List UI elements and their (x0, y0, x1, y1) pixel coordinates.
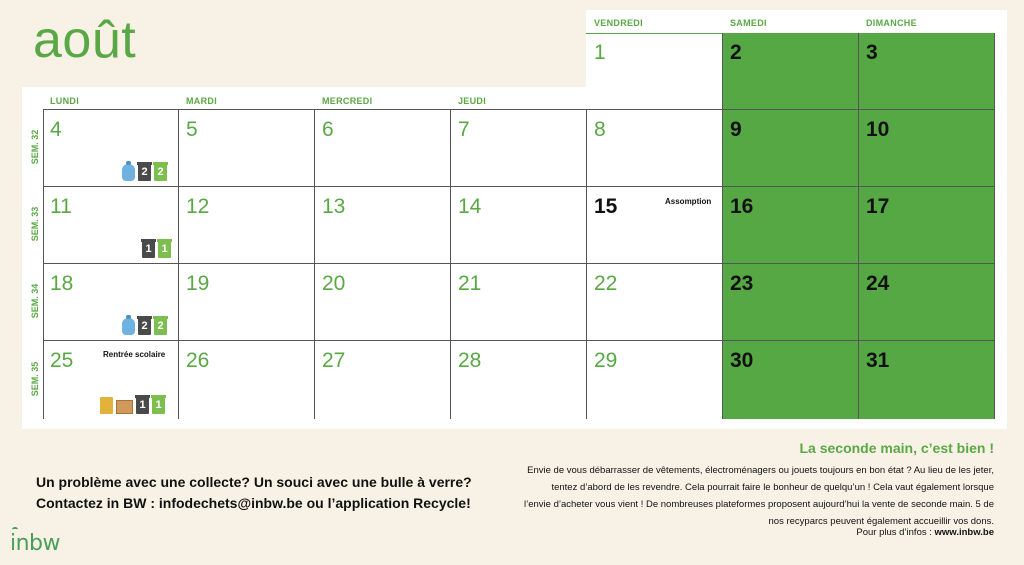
grey-bin-icon: 2 (138, 164, 151, 181)
website-link[interactable]: www.inbw.be (934, 527, 994, 538)
day-number: 13 (322, 195, 346, 218)
day-number: 12 (186, 195, 210, 218)
blue-bag-icon (122, 164, 135, 181)
dayname-thu: JEUDI (458, 96, 487, 106)
day-number: 26 (186, 349, 210, 372)
day-number: 3 (866, 41, 878, 64)
dayname-sat: SAMEDI (730, 18, 767, 28)
more-info-label: Pour plus d’infos : (856, 527, 932, 538)
day-number-holiday: 15 (594, 195, 618, 218)
green-bin-icon: 2 (154, 318, 167, 335)
second-hand-title: La seconde main, c’est bien ! (799, 440, 994, 456)
grid-line (586, 33, 994, 34)
dayname-sun: DIMANCHE (866, 18, 917, 28)
week-label: SEM. 35 (30, 361, 40, 397)
green-bin-icon: 2 (154, 164, 167, 181)
grid-line (450, 109, 451, 419)
second-hand-text: Envie de vous débarrasser de vêtements, électroménagers ou jouets toujours en bon état ? Au lieu de les jeter, tentez d’abord de les revendre. Cela pourrait faire le bonheur de quelqu’un ! Cela vaut également lorsque l’envie d’acheter vous vient ! De nombreuses plateformes proposent aujourd’hui la vente de seconde main. 5 de nos recyparcs peuvent également accueillir vos dons. (524, 465, 995, 527)
grid-line (43, 263, 994, 264)
day-number: 4 (50, 118, 62, 141)
notice-line-2: Contactez in BW : infodechets@inbw.be ou l’application Recycle! (36, 495, 471, 511)
more-info (856, 527, 994, 538)
inbw-logo: inbw (10, 531, 61, 556)
collection-problem-notice (36, 472, 472, 514)
event-assumption: Assomption (665, 197, 712, 206)
dayname-tue: MARDI (186, 96, 217, 106)
grid-line (178, 109, 179, 419)
month-title: août (33, 11, 137, 69)
grid-line (858, 33, 859, 419)
day-number: 6 (322, 118, 334, 141)
day-number: 9 (730, 118, 742, 141)
day-number: 16 (730, 195, 754, 218)
day-number: 17 (866, 195, 890, 218)
day-number: 2 (730, 41, 742, 64)
day-number: 23 (730, 272, 754, 295)
grid-line (43, 186, 994, 187)
day-number: 29 (594, 349, 618, 372)
day-number: 11 (50, 195, 72, 218)
grey-bin-icon: 1 (142, 241, 155, 258)
day-number: 19 (186, 272, 210, 295)
day-number: 5 (186, 118, 198, 141)
grid-line (994, 33, 995, 419)
week-label: SEM. 32 (30, 129, 40, 165)
event-back-to-school: Rentrée scolaire (103, 350, 166, 359)
cardboard-box-icon (116, 400, 133, 414)
collection-icons-w34 (122, 318, 167, 335)
day-number: 20 (322, 272, 346, 295)
collection-icons-w35 (100, 397, 165, 414)
day-number: 8 (594, 118, 606, 141)
dayname-wed: MERCREDI (322, 96, 373, 106)
day-number: 24 (866, 272, 890, 295)
day-number: 1 (594, 41, 606, 64)
collection-icons-w32 (122, 164, 167, 181)
green-bin-icon: 1 (152, 397, 165, 414)
grey-bin-icon: 1 (136, 397, 149, 414)
grid-line (43, 109, 44, 419)
week-label: SEM. 33 (30, 206, 40, 242)
day-number: 7 (458, 118, 470, 141)
day-number: 25 (50, 349, 74, 372)
dayname-fri: VENDREDI (594, 18, 643, 28)
grid-line (43, 340, 994, 341)
yellow-bin-icon (100, 397, 113, 414)
grid-line (722, 33, 723, 419)
green-bin-icon: 1 (158, 241, 171, 258)
day-number: 18 (50, 272, 74, 295)
day-number: 27 (322, 349, 346, 372)
notice-line-1: Un problème avec une collecte? Un souci avec une bulle à verre? (36, 474, 472, 490)
dayname-mon: LUNDI (50, 96, 79, 106)
day-number: 14 (458, 195, 482, 218)
collection-icons-w33 (142, 241, 171, 258)
grid-line (586, 109, 587, 419)
day-number: 30 (730, 349, 754, 372)
grid-line (43, 109, 994, 110)
day-number: 28 (458, 349, 482, 372)
day-number: 22 (594, 272, 618, 295)
grey-bin-icon: 2 (138, 318, 151, 335)
day-number: 10 (866, 118, 890, 141)
week-label: SEM. 34 (30, 283, 40, 319)
day-number: 21 (458, 272, 482, 295)
blue-bag-icon (122, 318, 135, 335)
grid-line (314, 109, 315, 419)
day-number: 31 (866, 349, 890, 372)
